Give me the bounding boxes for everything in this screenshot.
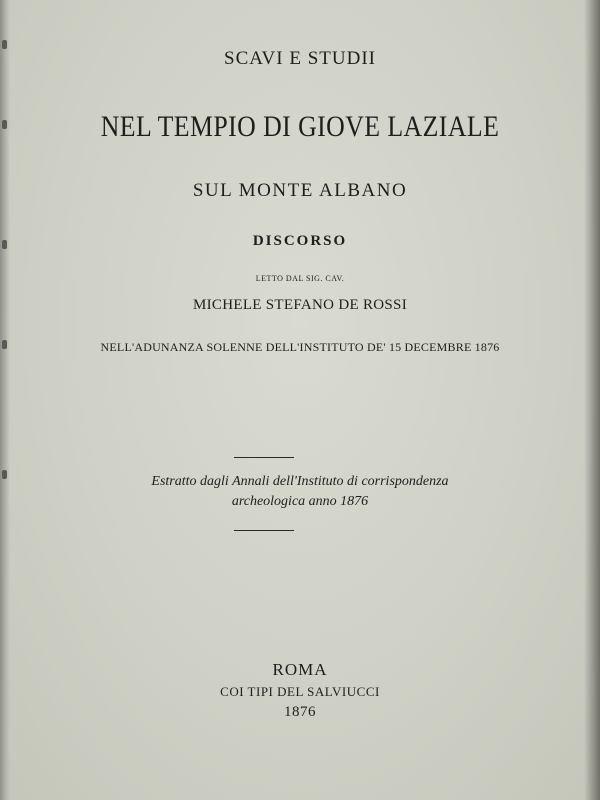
divider-rule-bottom [234,530,294,531]
main-title: NEL TEMPIO DI GIOVE LAZIALE [100,110,500,143]
divider-rule-top [234,457,294,458]
discorso-heading: DISCORSO [252,233,348,249]
adunanza-line: NELL'ADUNANZA SOLENNE DELL'INSTITUTO DE' 15 DECEMBRE 1876 [100,340,500,354]
imprint-year: 1876 [284,704,316,720]
title-line-3: SUL MONTE ALBANO [192,180,408,201]
extract-line-2: archeologica anno 1876 [231,494,369,509]
title-line-1: SCAVI E STUDII [224,48,376,69]
author-name: MICHELE STEFANO DE ROSSI [192,297,407,313]
imprint-city: ROMA [272,660,328,679]
extract-line-1: Estratto dagli Annali dell'Instituto di corrispondenza [151,474,449,489]
page-shadow [584,0,600,800]
letto-line: LETTO DAL SIG. CAV. [255,274,345,283]
imprint-printer: COI TIPI DEL SALVIUCCI [220,684,380,699]
binding-stitch [2,120,7,129]
